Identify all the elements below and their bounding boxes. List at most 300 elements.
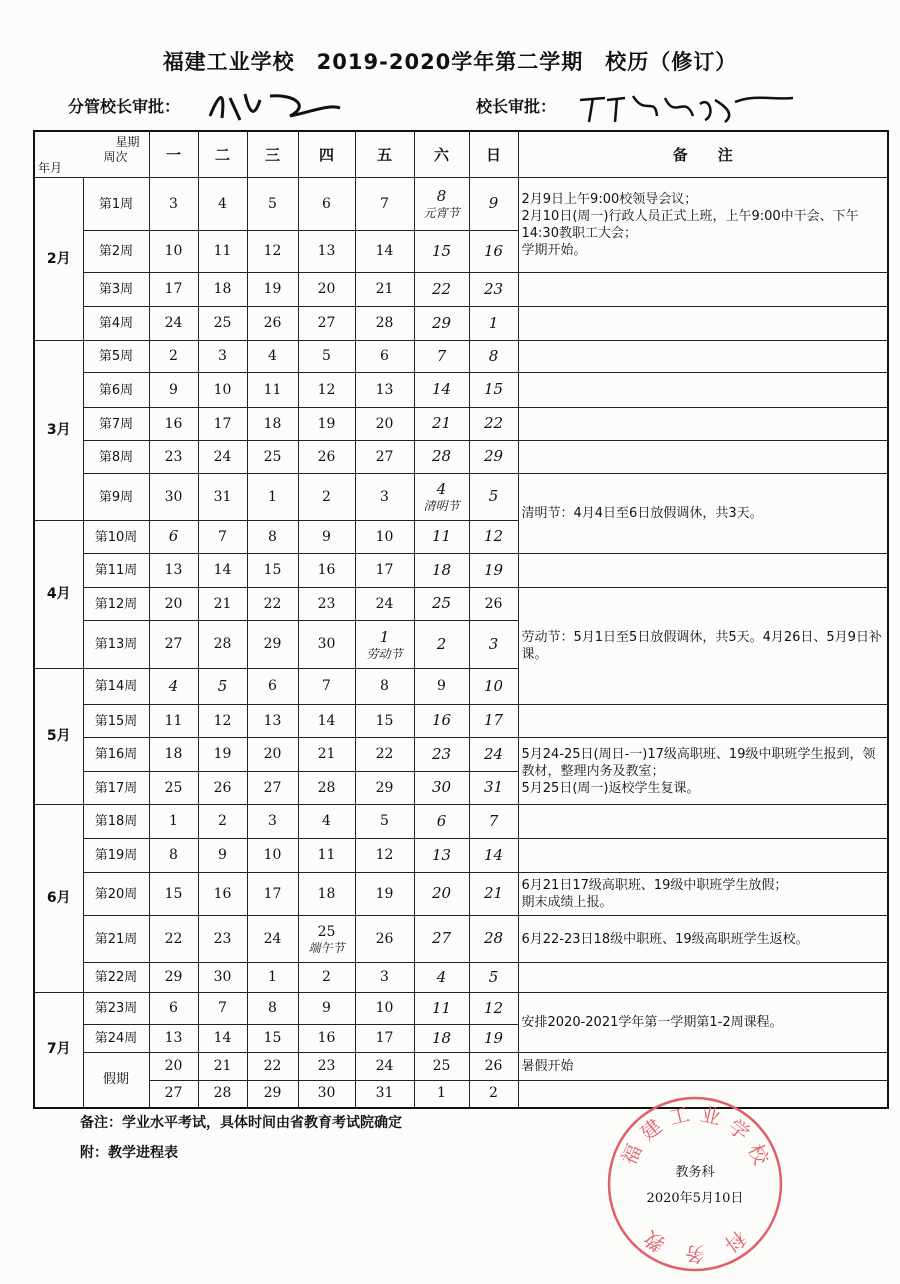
day-number: 20 (164, 595, 183, 612)
day-cell (298, 521, 355, 554)
day-number: 14 (431, 380, 452, 398)
day-cell (198, 963, 247, 993)
day-header: 一 (149, 131, 198, 178)
day-cell (414, 669, 469, 705)
day-cell (414, 993, 469, 1025)
day-cell (198, 341, 247, 373)
seal-character: 校 (743, 1140, 774, 1169)
day-number: 6 (322, 195, 331, 212)
note-cell (518, 441, 888, 474)
day-cell (149, 178, 198, 231)
day-cell (355, 273, 414, 307)
day-number: 28 (483, 929, 504, 947)
day-number: 26 (484, 595, 503, 612)
day-cell (469, 993, 518, 1025)
week-number-cell: 第9周 (83, 474, 149, 521)
day-cell (355, 738, 414, 772)
day-number: 30 (213, 969, 232, 985)
day-number: 19 (263, 281, 282, 297)
day-number: 10 (263, 847, 282, 863)
day-number: 12 (375, 847, 394, 863)
day-number: 8 (380, 678, 389, 694)
day-number: 25 (317, 923, 336, 940)
day-cell (414, 705, 469, 738)
month-cell: 5月 (34, 669, 83, 805)
day-number: 1 (437, 1085, 446, 1102)
day-cell (414, 273, 469, 307)
day-number: 26 (375, 930, 394, 947)
day-number: 26 (213, 779, 232, 796)
day-number: 19 (213, 746, 232, 762)
day-number: 26 (484, 1058, 503, 1074)
day-cell (149, 441, 198, 474)
day-cell (355, 178, 414, 231)
day-cell (198, 441, 247, 474)
day-number: 25 (213, 315, 232, 331)
day-number: 1 (268, 969, 277, 985)
day-number: 2 (436, 634, 447, 653)
day-number: 16 (317, 562, 336, 578)
day-number: 29 (263, 636, 282, 652)
day-cell (469, 373, 518, 408)
day-cell (149, 993, 198, 1025)
month-cell: 6月 (34, 805, 83, 993)
day-number: 20 (263, 746, 282, 762)
note-cell: 6月21日17级高职班、19级中职班学生放假； 期末成绩上报。 (518, 873, 888, 916)
day-number: 23 (483, 279, 504, 298)
day-cell (414, 588, 469, 621)
day-number: 18 (263, 415, 282, 432)
day-cell (414, 621, 469, 669)
day-number: 9 (218, 847, 227, 863)
day-cell (414, 1081, 469, 1108)
week-row (34, 705, 888, 738)
day-number: 1 (488, 313, 499, 332)
day-cell (247, 993, 298, 1025)
week-number-cell: 第11周 (83, 554, 149, 588)
day-number: 13 (431, 845, 452, 864)
day-number: 13 (164, 562, 183, 578)
week-row (34, 805, 888, 839)
day-header: 二 (198, 131, 247, 178)
day-number: 23 (213, 930, 232, 947)
day-number: 17 (483, 711, 504, 729)
day-cell (469, 231, 518, 273)
note-cell: 2月9日上午9:00校领导会议； 2月10日(周一)行政人员正式上班，上午9:00中干会、下午14:30教职工大会； 学期开始。 (518, 178, 888, 273)
day-number: 19 (375, 885, 394, 902)
day-number: 13 (317, 243, 336, 259)
day-header: 六 (414, 131, 469, 178)
holiday-label: 劳动节 (366, 646, 403, 661)
day-cell (355, 307, 414, 341)
day-number: 27 (317, 315, 336, 331)
day-number: 2 (169, 348, 178, 364)
day-cell (298, 474, 355, 521)
day-cell (355, 373, 414, 408)
week-row (34, 588, 888, 621)
day-number: 28 (431, 447, 452, 465)
day-number: 28 (213, 1085, 232, 1102)
day-cell (355, 963, 414, 993)
day-number: 11 (164, 712, 183, 729)
day-number: 10 (213, 381, 232, 398)
day-number: 16 (431, 711, 452, 729)
note-cell (518, 963, 888, 993)
note-cell (518, 273, 888, 307)
day-number: 29 (164, 969, 183, 985)
day-number: 21 (431, 414, 452, 432)
day-number: 14 (483, 845, 504, 864)
seal-character: 工 (666, 1101, 692, 1130)
day-cell (198, 588, 247, 621)
day-cell (298, 273, 355, 307)
day-cell (298, 408, 355, 441)
day-number: 14 (375, 243, 394, 259)
note-cell (518, 805, 888, 839)
seal-character: 务 (685, 1242, 705, 1266)
day-cell (469, 805, 518, 839)
day-cell (298, 231, 355, 273)
week-row (34, 373, 888, 408)
day-cell (247, 408, 298, 441)
day-cell (469, 1025, 518, 1053)
day-header: 四 (298, 131, 355, 178)
day-number: 24 (483, 744, 504, 763)
day-number: 5 (217, 676, 228, 695)
week-header: 周次 (103, 150, 128, 164)
week-number-cell: 第15周 (83, 705, 149, 738)
day-cell (469, 341, 518, 373)
day-number: 21 (483, 884, 504, 902)
day-number: 15 (164, 885, 183, 902)
day-cell (198, 839, 247, 873)
note-cell (518, 705, 888, 738)
day-cell (355, 231, 414, 273)
day-number: 25 (164, 779, 183, 796)
day-number: 24 (263, 930, 282, 947)
day-cell (198, 1081, 247, 1108)
day-number: 18 (164, 746, 183, 762)
day-number: 5 (268, 195, 277, 212)
note-cell: 5月24-25日(周日-一)17级高职班、19级中职班学生报到，领教材，整理内务及教室； 5月25日(周一)返校学生复课。 (518, 738, 888, 805)
week-number-cell: 第17周 (83, 772, 149, 805)
day-number: 4 (168, 676, 179, 695)
day-number: 19 (317, 415, 336, 432)
day-cell (247, 669, 298, 705)
day-cell (198, 231, 247, 273)
day-number: 20 (317, 281, 336, 297)
day-cell (149, 307, 198, 341)
week-number-cell: 第2周 (83, 231, 149, 273)
week-number-cell: 第4周 (83, 307, 149, 341)
day-number: 6 (168, 527, 179, 545)
day-cell (414, 873, 469, 916)
footer (0, 1101, 900, 1284)
day-cell (414, 805, 469, 839)
day-cell (198, 521, 247, 554)
week-number-cell: 第14周 (83, 669, 149, 705)
day-cell (414, 178, 469, 231)
day-number: 29 (375, 779, 394, 796)
day-cell (198, 916, 247, 963)
day-cell (247, 521, 298, 554)
week-row (34, 554, 888, 588)
day-number: 19 (483, 560, 504, 579)
note-cell (518, 341, 888, 373)
day-number: 12 (317, 381, 336, 398)
day-cell (355, 669, 414, 705)
day-cell (469, 772, 518, 805)
day-number: 8 (268, 528, 277, 545)
week-number-cell: 第10周 (83, 521, 149, 554)
day-cell (469, 178, 518, 231)
day-cell (469, 669, 518, 705)
week-number-cell: 第6周 (83, 373, 149, 408)
week-row (34, 273, 888, 307)
day-cell (247, 1025, 298, 1053)
day-cell (355, 873, 414, 916)
seal-character: 福 (616, 1140, 647, 1169)
day-number: 15 (263, 562, 282, 578)
day-cell (469, 621, 518, 669)
day-number: 26 (317, 448, 336, 465)
day-cell (469, 963, 518, 993)
week-row (34, 307, 888, 341)
day-number: 8 (436, 187, 447, 205)
day-number: 5 (488, 967, 499, 986)
day-number: 30 (431, 778, 452, 796)
day-number: 14 (213, 1030, 232, 1046)
day-cell (149, 916, 198, 963)
day-cell (247, 474, 298, 521)
day-number: 11 (431, 998, 452, 1017)
holiday-label: 元宵节 (423, 206, 460, 220)
day-number: 23 (317, 595, 336, 612)
day-number: 2 (322, 488, 331, 505)
day-number: 24 (164, 315, 183, 331)
calendar-table (33, 130, 889, 1109)
week-number-cell: 第1周 (83, 178, 149, 231)
day-number: 7 (322, 678, 331, 694)
day-cell (298, 1053, 355, 1081)
day-number: 31 (213, 488, 232, 505)
day-number: 11 (431, 527, 452, 545)
day-cell (355, 441, 414, 474)
day-cell (469, 1081, 518, 1108)
day-number: 17 (375, 562, 394, 578)
day-header: 日 (469, 131, 518, 178)
principal-signature (575, 86, 795, 126)
day-number: 21 (213, 595, 232, 612)
day-number: 12 (263, 243, 282, 259)
day-number: 17 (213, 415, 232, 432)
day-number: 6 (169, 1000, 178, 1016)
day-number: 31 (375, 1085, 394, 1102)
week-number-cell: 第8周 (83, 441, 149, 474)
day-number: 30 (317, 1085, 336, 1102)
day-number: 25 (263, 448, 282, 465)
day-number: 20 (431, 884, 452, 902)
seal-character: 建 (635, 1113, 667, 1146)
holiday-label: 清明节 (423, 499, 460, 513)
week-row (34, 408, 888, 441)
day-number: 8 (169, 847, 178, 863)
issue-date: 2020年5月10日 (646, 1191, 744, 1206)
day-cell (469, 521, 518, 554)
day-number: 1 (379, 627, 390, 646)
day-number: 4 (322, 813, 331, 829)
day-cell (247, 705, 298, 738)
day-cell (298, 963, 355, 993)
day-cell (469, 839, 518, 873)
day-number: 7 (218, 1000, 227, 1016)
day-number: 1 (169, 813, 178, 829)
day-cell (355, 521, 414, 554)
day-cell (149, 554, 198, 588)
day-number: 9 (322, 1000, 331, 1016)
week-number-cell: 第16周 (83, 738, 149, 772)
day-cell (414, 839, 469, 873)
month-cell: 3月 (34, 341, 83, 521)
day-number: 5 (488, 487, 499, 505)
day-cell (355, 408, 414, 441)
day-cell (149, 705, 198, 738)
week-number-cell: 第13周 (83, 621, 149, 669)
day-cell (298, 341, 355, 373)
day-cell (149, 231, 198, 273)
day-number: 12 (483, 527, 504, 545)
day-cell (247, 588, 298, 621)
day-number: 18 (431, 560, 452, 579)
day-number: 30 (164, 488, 183, 505)
day-cell (298, 772, 355, 805)
day-cell (198, 273, 247, 307)
day-cell (198, 307, 247, 341)
day-cell (198, 805, 247, 839)
day-cell (198, 621, 247, 669)
day-cell (414, 474, 469, 521)
day-cell (414, 307, 469, 341)
day-number: 18 (213, 281, 232, 297)
seal-character: 业 (698, 1101, 724, 1130)
day-cell (149, 738, 198, 772)
note-cell (518, 839, 888, 873)
month-cell: 7月 (34, 993, 83, 1108)
day-cell (198, 1053, 247, 1081)
vice-principal-approval-label: 分管校长审批： (68, 97, 181, 116)
day-number: 24 (375, 1058, 394, 1074)
note-cell (518, 408, 888, 441)
day-number: 29 (483, 447, 504, 465)
week-row (34, 873, 888, 916)
day-number: 27 (375, 448, 394, 465)
day-cell (469, 408, 518, 441)
day-number: 9 (488, 194, 499, 212)
day-number: 29 (263, 1085, 282, 1102)
day-number: 5 (380, 813, 389, 829)
notes-header: 备 注 (518, 131, 888, 178)
day-number: 7 (218, 528, 227, 545)
day-cell (149, 805, 198, 839)
day-cell (414, 916, 469, 963)
day-cell (298, 738, 355, 772)
day-cell (247, 1081, 298, 1108)
note-cell: 安排2020-2021学年第一学期第1-2周课程。 (518, 993, 888, 1053)
day-number: 15 (375, 712, 394, 729)
vice-principal-signature (200, 86, 350, 126)
day-cell (298, 805, 355, 839)
day-number: 2 (218, 813, 227, 829)
day-number: 9 (169, 381, 178, 398)
week-row (34, 341, 888, 373)
day-cell (198, 993, 247, 1025)
day-number: 19 (483, 1028, 504, 1047)
day-number: 11 (213, 243, 232, 259)
day-cell (247, 621, 298, 669)
day-cell (247, 373, 298, 408)
day-number: 22 (375, 746, 394, 762)
day-cell (355, 839, 414, 873)
day-cell (469, 474, 518, 521)
day-number: 24 (213, 448, 232, 465)
issuing-department: 教务科 (675, 1165, 715, 1180)
day-number: 14 (317, 712, 336, 729)
day-cell (247, 839, 298, 873)
day-number: 12 (483, 998, 504, 1017)
day-number: 6 (436, 811, 447, 830)
day-number: 15 (263, 1030, 282, 1046)
day-number: 4 (436, 480, 447, 498)
day-number: 3 (218, 348, 227, 364)
day-cell (198, 873, 247, 916)
day-cell (149, 273, 198, 307)
day-number: 21 (213, 1058, 232, 1074)
week-row (34, 474, 888, 521)
month-cell: 4月 (34, 521, 83, 669)
day-cell (198, 554, 247, 588)
day-number: 20 (375, 415, 394, 432)
day-cell (198, 373, 247, 408)
day-cell (298, 873, 355, 916)
day-cell (198, 705, 247, 738)
week-number-cell: 第20周 (83, 873, 149, 916)
day-number: 13 (263, 712, 282, 729)
day-number: 3 (488, 634, 499, 653)
day-number: 27 (164, 1085, 183, 1102)
day-cell (298, 1081, 355, 1108)
day-cell (355, 588, 414, 621)
day-number: 27 (164, 636, 183, 652)
day-number: 23 (164, 448, 183, 465)
day-cell (247, 772, 298, 805)
day-number: 9 (437, 678, 446, 694)
day-cell (198, 772, 247, 805)
day-number: 4 (436, 967, 447, 986)
official-seal (605, 1094, 785, 1274)
day-header: 三 (247, 131, 298, 178)
day-cell (247, 873, 298, 916)
day-cell (149, 474, 198, 521)
day-cell (149, 341, 198, 373)
seal-character: 学 (723, 1113, 755, 1146)
day-cell (247, 554, 298, 588)
day-number: 6 (268, 678, 277, 694)
day-number: 18 (317, 885, 336, 902)
day-cell (247, 231, 298, 273)
day-number: 27 (431, 929, 452, 947)
week-number-cell: 第24周 (83, 1025, 149, 1053)
day-cell (414, 963, 469, 993)
